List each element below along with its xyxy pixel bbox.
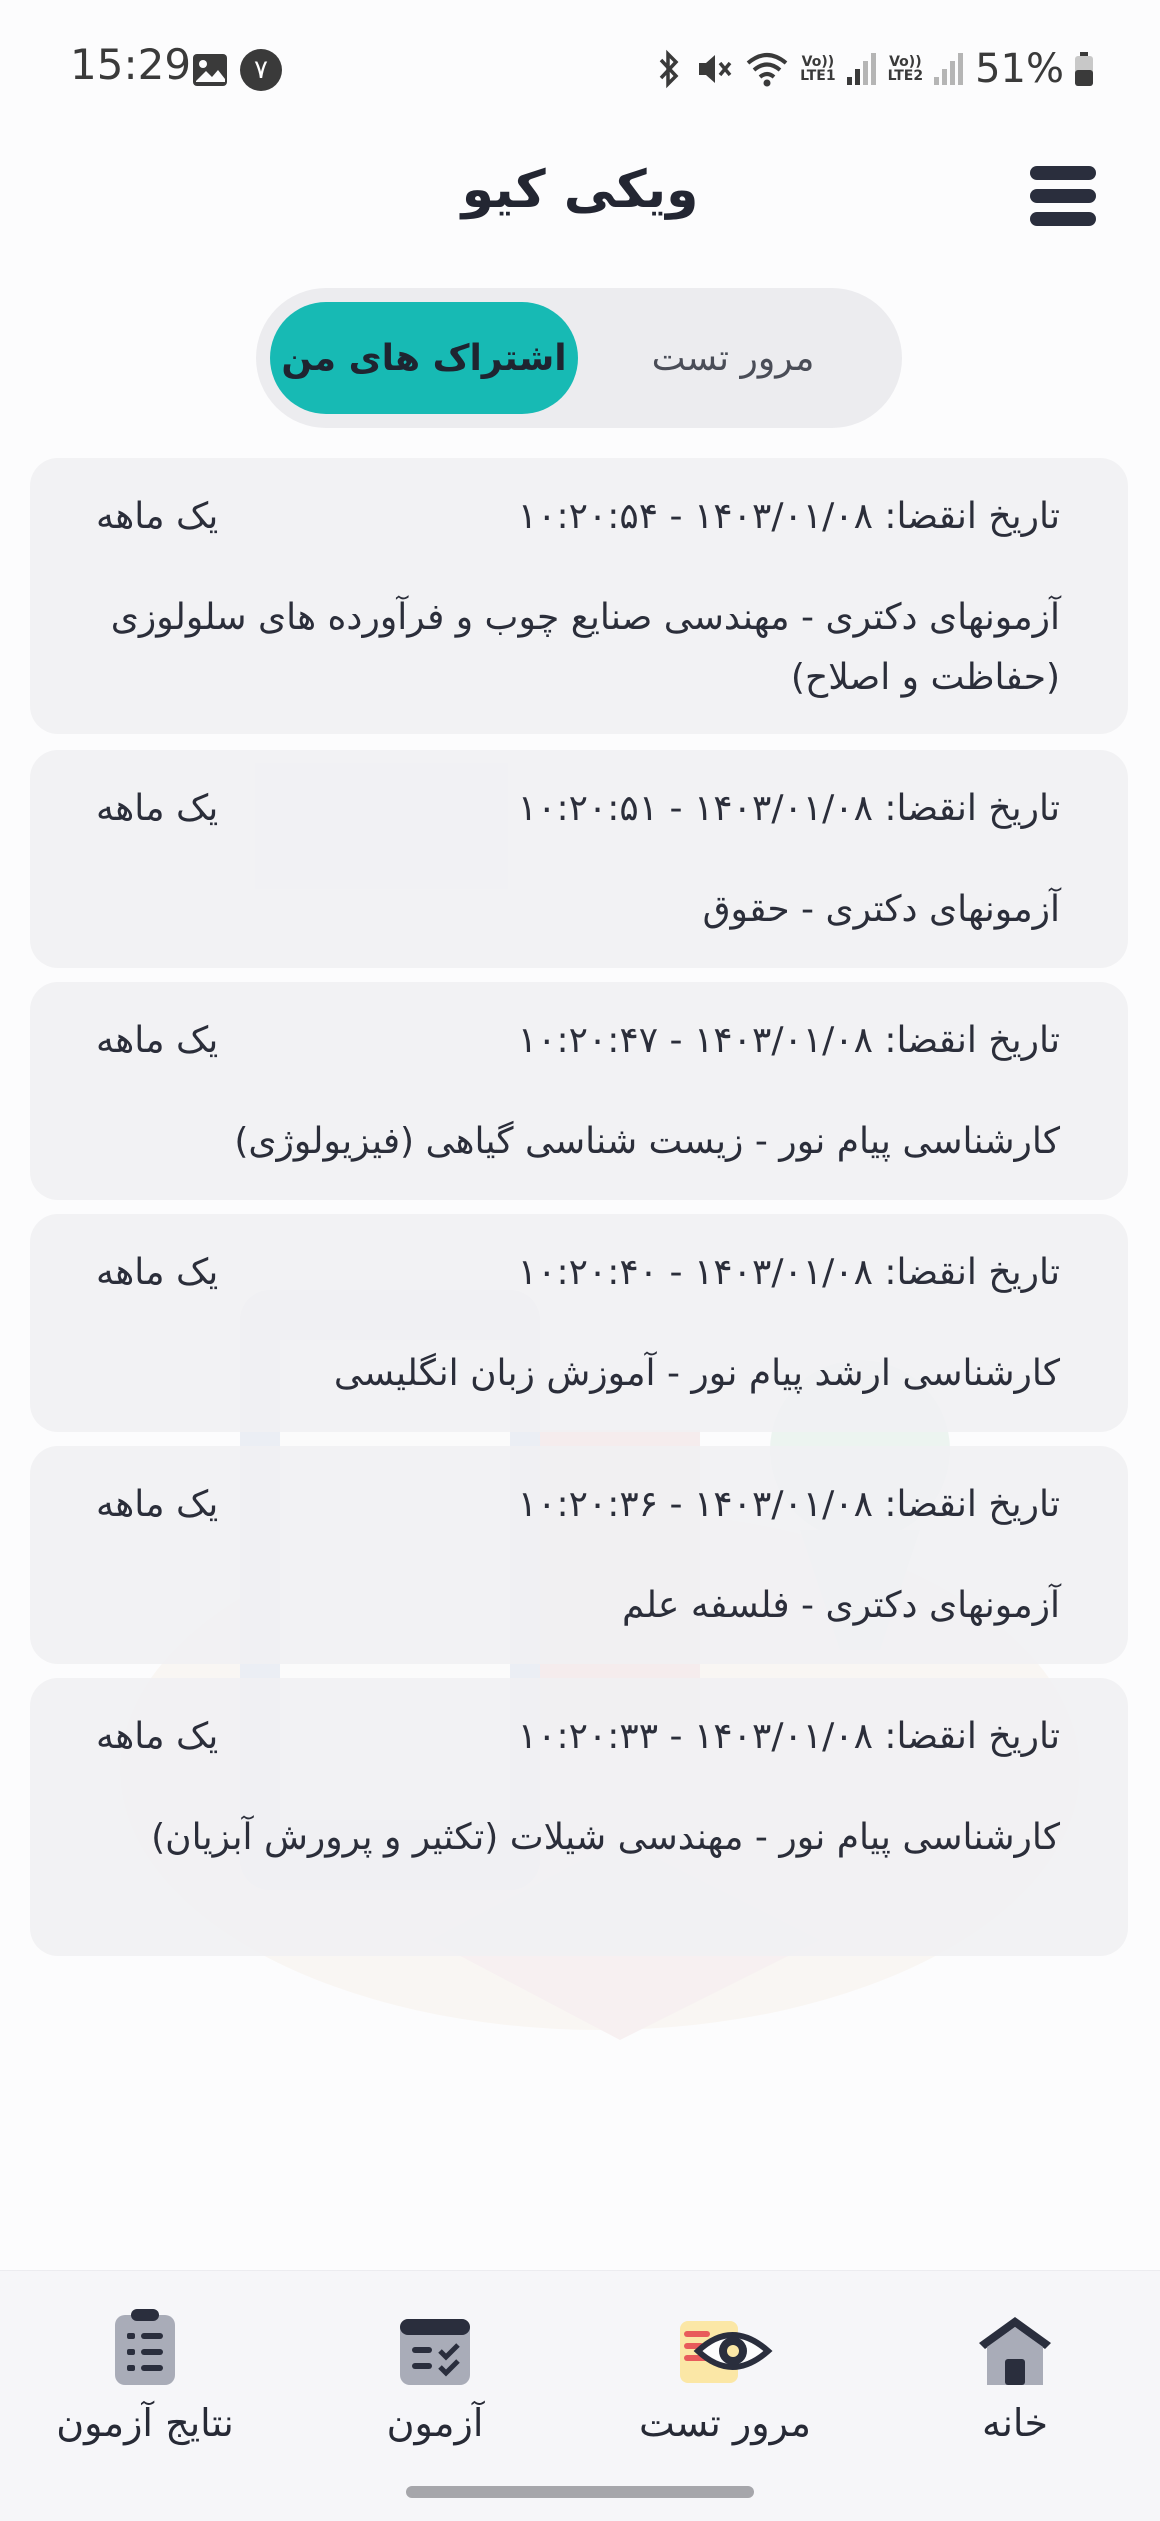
clipboard-icon <box>113 2307 177 2387</box>
nav-test-review[interactable] <box>620 2271 830 2471</box>
exam-title: آزمونهای دکتری - حقوق <box>702 889 1060 930</box>
menu-button[interactable] <box>1030 164 1100 228</box>
subscription-card[interactable] <box>30 750 1128 968</box>
status-icons <box>654 44 1094 94</box>
status-time: 15:29 <box>70 40 192 89</box>
wifi-icon <box>744 49 790 89</box>
tab-test-review[interactable]: مرور تست <box>651 337 815 379</box>
plan-duration: یک ماهه <box>96 788 219 829</box>
nav-exam-results-label: نتایج آزمون <box>56 2401 234 2445</box>
exam-title: آزمونهای دکتری - فلسفه علم <box>622 1585 1060 1626</box>
nav-home-label: خانه <box>981 2401 1049 2445</box>
mute-icon <box>694 49 734 89</box>
tab-my-subscriptions[interactable]: اشتراک های من <box>270 302 578 414</box>
expiry-date: تاریخ انقضا: ۱۴۰۳/۰۱/۰۸ - ۱۰:۲۰:۳۳ <box>517 1716 1060 1757</box>
plan-duration: یک ماهه <box>96 496 219 537</box>
expiry-date: تاریخ انقضا: ۱۴۰۳/۰۱/۰۸ - ۱۰:۲۰:۴۰ <box>517 1252 1060 1293</box>
nav-exam-label: آزمون <box>386 2401 484 2445</box>
signal-icon <box>933 51 965 87</box>
hamburger-icon <box>1030 166 1096 180</box>
bluetooth-icon <box>654 49 684 89</box>
expiry-date: تاریخ انقضا: ۱۴۰۳/۰۱/۰۸ - ۱۰:۲۰:۴۷ <box>517 1020 1060 1061</box>
page-title: ویکی کیو <box>461 160 699 220</box>
home-indicator[interactable] <box>406 2486 754 2498</box>
lte2-indicator: Vo)) LTE2 <box>887 54 924 84</box>
subscription-card[interactable] <box>30 982 1128 1200</box>
status-bar <box>0 0 1160 140</box>
battery-percent: 51% <box>975 46 1064 92</box>
subscription-card[interactable] <box>30 458 1128 734</box>
battery-icon <box>1074 51 1094 87</box>
nav-exam[interactable] <box>360 2271 510 2471</box>
plan-duration: یک ماهه <box>96 1252 219 1293</box>
subscription-card[interactable] <box>30 1678 1128 1956</box>
exam-title: کارشناسی پیام نور - مهندسی شیلات (تکثیر و پرورش آبزیان) <box>151 1817 1060 1858</box>
bottom-navigation <box>0 2270 1160 2521</box>
nav-exam-results[interactable] <box>30 2271 260 2471</box>
gallery-icon <box>192 53 228 87</box>
exam-title: آزمونهای دکتری - مهندسی صنایع چوب و فرآورده های سلولوزی (حفاظت و اصلاح) <box>110 597 1060 698</box>
expiry-date: تاریخ انقضا: ۱۴۰۳/۰۱/۰۸ - ۱۰:۲۰:۵۴ <box>517 496 1060 537</box>
exam-icon <box>398 2315 472 2387</box>
eye-review-icon <box>676 2315 774 2387</box>
home-icon <box>975 2313 1055 2387</box>
signal-icon <box>846 51 878 87</box>
exam-title: کارشناسی پیام نور - زیست شناسی گیاهی (فیزیولوژی) <box>234 1121 1060 1162</box>
expiry-date: تاریخ انقضا: ۱۴۰۳/۰۱/۰۸ - ۱۰:۲۰:۵۱ <box>517 788 1060 829</box>
lte1-indicator: Vo)) LTE1 <box>800 54 836 84</box>
tab-switcher <box>256 288 902 428</box>
exam-title: کارشناسی ارشد پیام نور - آموزش زبان انگلیسی <box>333 1353 1060 1394</box>
subscription-card[interactable] <box>30 1214 1128 1432</box>
plan-duration: یک ماهه <box>96 1484 219 1525</box>
plan-duration: یک ماهه <box>96 1716 219 1757</box>
nav-home[interactable] <box>930 2271 1100 2471</box>
notification-badge: ۷ <box>240 49 282 91</box>
nav-test-review-label: مرور تست <box>639 2401 811 2445</box>
expiry-date: تاریخ انقضا: ۱۴۰۳/۰۱/۰۸ - ۱۰:۲۰:۳۶ <box>517 1484 1060 1525</box>
subscription-card[interactable] <box>30 1446 1128 1664</box>
plan-duration: یک ماهه <box>96 1020 219 1061</box>
